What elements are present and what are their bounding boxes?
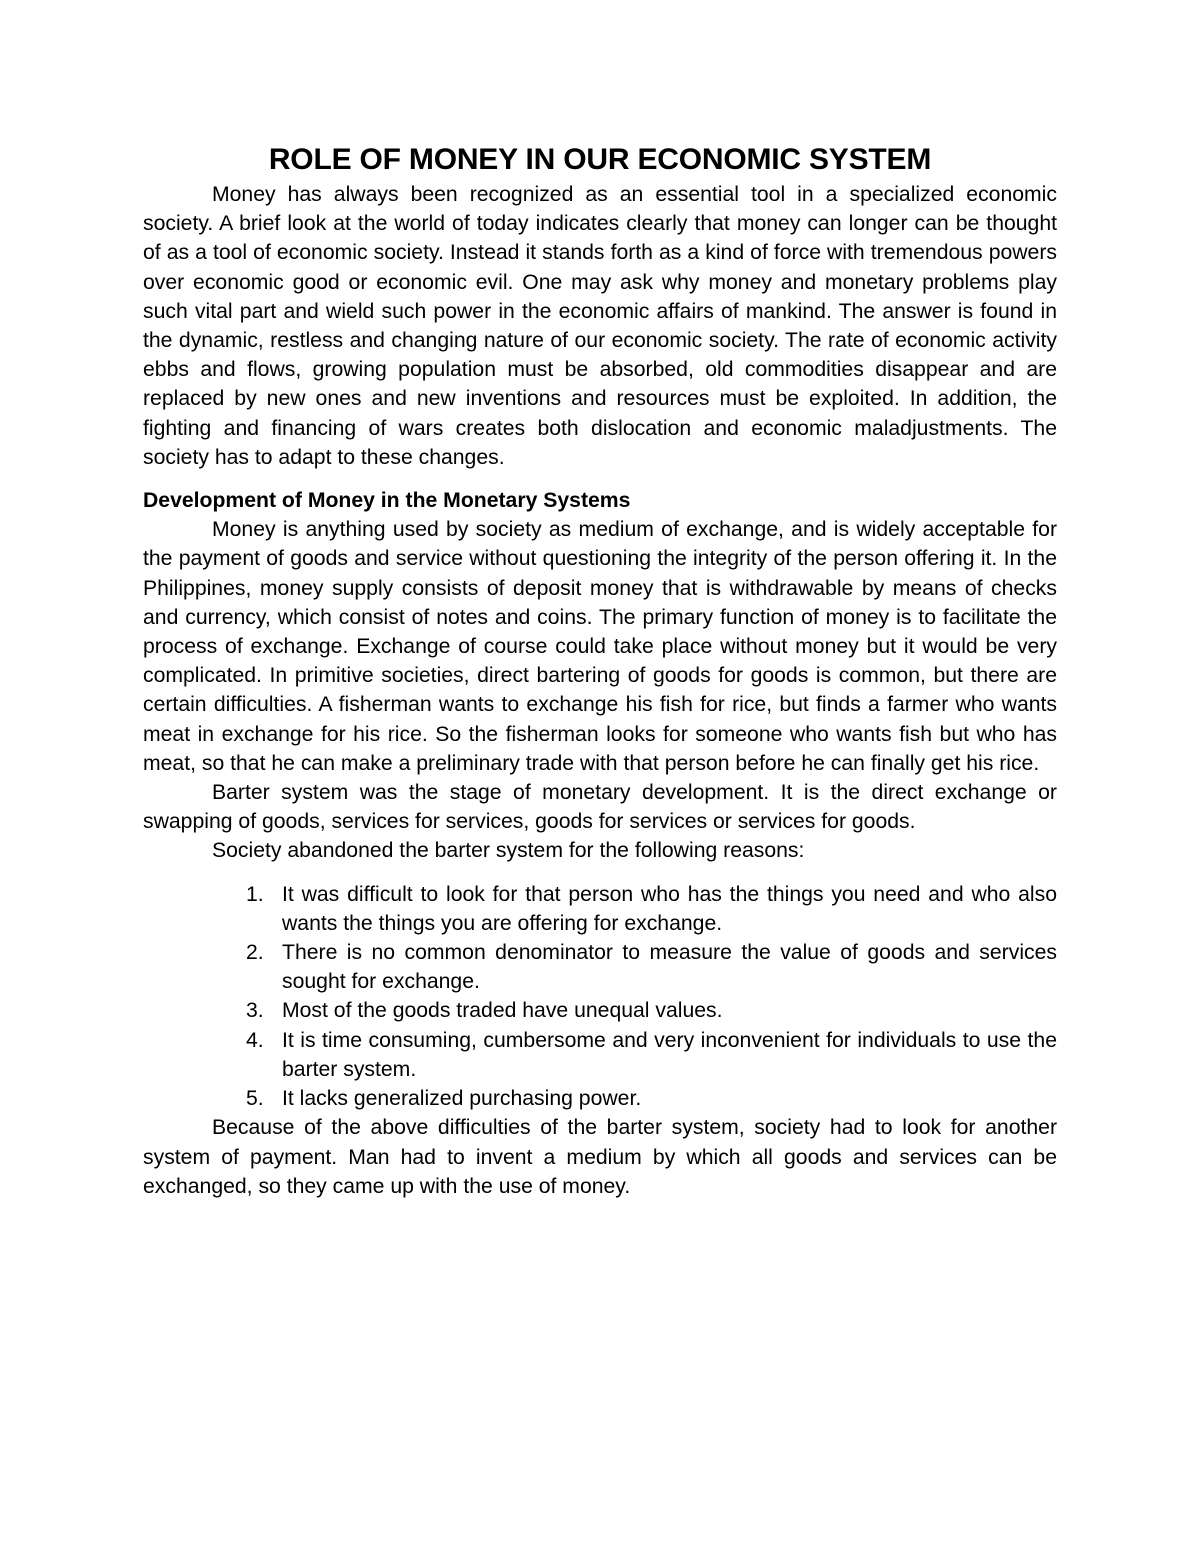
list-item (143, 938, 1057, 996)
section-heading: Development of Money in the Monetary Systems (143, 489, 631, 513)
intro-paragraph: Money has always been recognized as an essential tool in a specialized economic society. A brief look at the world of today indicates clearly that money can longer can be thought of as a tool of economic society. Instead it stands forth as a kind of force with tremendous powers over economic good or economic evil. One may ask why money and monetary problems play such vital part and wield such power in the economic affairs of mankind. The answer is found in the dynamic, restless and changing nature of our economic society. The rate of economic activity ebbs and flows, growing population must be absorbed, old commodities disappear and are replaced by new ones and new inventions and resources must be exploited. In addition, the fighting and financing of wars creates both dislocation and economic maladjustments. The society has to adapt to these changes. (143, 183, 1057, 469)
list-item-text: There is no common denominator to measure the value of goods and services sought for exchange. (282, 941, 1057, 994)
list-item-number: 3. (246, 999, 264, 1023)
list-item-text: It was difficult to look for that person who has the things you need and who also wants the things you are offering for exchange. (282, 882, 1057, 935)
document-page (143, 140, 1057, 1201)
barter-paragraph: Barter system was the stage of monetary development. It is the direct exchange or swapping of goods, services for services, goods for services or services for goods. (143, 781, 1057, 834)
list-item-text: It is time consuming, cumbersome and very inconvenient for individuals to use the barter system. (282, 1028, 1057, 1081)
list-item-number: 5. (246, 1087, 264, 1111)
conclusion-paragraph: Because of the above difficulties of the barter system, society had to look for another system of payment. Man had to invent a medium by which all goods and services can be exchanged, so they came up with the use of money. (143, 1116, 1057, 1198)
list-item (143, 1084, 1057, 1113)
list-item-text: It lacks generalized purchasing power. (282, 1087, 642, 1111)
reasons-list (143, 880, 1057, 1114)
list-item (143, 996, 1057, 1025)
abandon-intro-paragraph: Society abandoned the barter system for the following reasons: (212, 839, 805, 863)
list-item (143, 1026, 1057, 1084)
list-item (143, 880, 1057, 938)
document-title: ROLE OF MONEY IN OUR ECONOMIC SYSTEM (268, 143, 932, 176)
list-item-number: 4. (246, 1028, 264, 1052)
development-paragraph: Money is anything used by society as medium of exchange, and is widely acceptable for the payment of goods and service without questioning the integrity of the person offering it. In the Philippines, money supply consists of deposit money that is withdrawable by means of checks and currency, which consist of notes and coins. The primary function of money is to facilitate the process of exchange. Exchange of course could take place without money but it would be very complicated. In primitive societies, direct bartering of goods for goods is common, but there are certain difficulties. A fisherman wants to exchange his fish for rice, but finds a farmer who wants meat in exchange for his rice. So the fisherman looks for someone who wants fish but who has meat, so that he can make a preliminary trade with that person before he can finally get his rice. (143, 518, 1057, 775)
list-item-text: Most of the goods traded have unequal values. (282, 999, 723, 1023)
list-item-number: 1. (246, 882, 264, 906)
list-item-number: 2. (246, 941, 264, 965)
